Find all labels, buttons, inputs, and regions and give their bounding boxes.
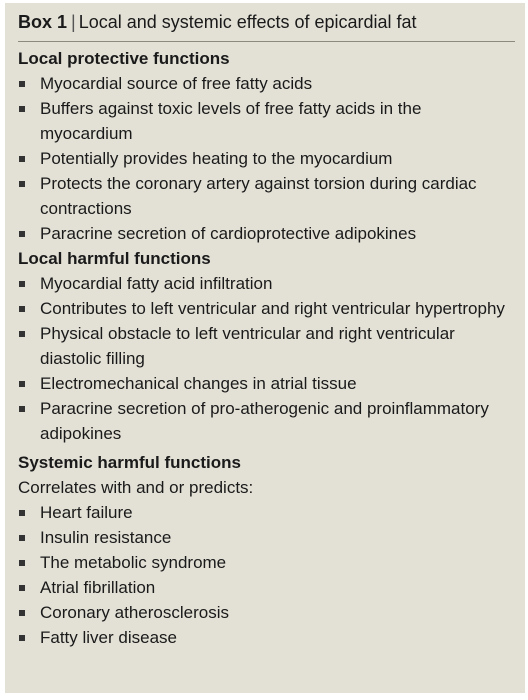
list-item-text: Atrial fibrillation — [40, 578, 156, 597]
list-item — [18, 321, 515, 371]
list-item-text: Paracrine secretion of cardioprotective adipokines — [40, 224, 417, 243]
section-heading: Local protective functions — [18, 49, 230, 68]
square-bullet-icon — [19, 231, 25, 237]
list-item — [18, 600, 515, 625]
list-item — [18, 575, 515, 600]
list-item-text: Heart failure — [40, 503, 133, 522]
section-heading: Local harmful functions — [18, 249, 211, 268]
square-bullet-icon — [19, 610, 25, 616]
list-item — [18, 525, 515, 550]
list-item-text: Paracrine secretion of pro-atherogenic and proinflammatory adipokines — [40, 399, 489, 443]
list-item-text: Physical obstacle to left ventricular and right ventricular diastolic filling — [40, 324, 455, 368]
list-item-text: Myocardial source of free fatty acids — [40, 74, 313, 93]
list-item — [18, 625, 515, 650]
square-bullet-icon — [19, 81, 25, 87]
info-box — [5, 3, 525, 693]
list-item-text: Buffers against toxic levels of free fatty acids in the myocardium — [40, 99, 422, 143]
list-item-text: Contributes to left ventricular and right ventricular hypertrophy — [40, 299, 505, 318]
square-bullet-icon — [19, 535, 25, 541]
title-separator: | — [71, 12, 76, 32]
square-bullet-icon — [19, 560, 25, 566]
bullet-list — [18, 271, 515, 446]
list-item-text: Insulin resistance — [40, 528, 172, 547]
section-systemic-harmful — [18, 450, 515, 650]
list-item — [18, 550, 515, 575]
list-item — [18, 71, 515, 96]
section-intro: Correlates with and or predicts: — [18, 478, 254, 497]
list-item-text: Potentially provides heating to the myocardium — [40, 149, 393, 168]
list-item — [18, 371, 515, 396]
list-item-text: Myocardial fatty acid infiltration — [40, 274, 273, 293]
square-bullet-icon — [19, 306, 25, 312]
square-bullet-icon — [19, 406, 25, 412]
square-bullet-icon — [19, 281, 25, 287]
section-local-harmful — [18, 246, 515, 446]
box-number: Box 1 — [18, 12, 68, 32]
square-bullet-icon — [19, 106, 25, 112]
list-item — [18, 221, 515, 246]
title-divider — [18, 41, 515, 42]
list-item — [18, 271, 515, 296]
square-bullet-icon — [19, 156, 25, 162]
section-heading: Systemic harmful functions — [18, 453, 241, 472]
list-item — [18, 500, 515, 525]
list-item — [18, 171, 515, 221]
section-local-protective — [18, 46, 515, 246]
list-item — [18, 396, 515, 446]
list-item — [18, 296, 515, 321]
bullet-list — [18, 500, 515, 650]
square-bullet-icon — [19, 510, 25, 516]
list-item — [18, 146, 515, 171]
list-item-text: The metabolic syndrome — [40, 553, 227, 572]
list-item-text: Coronary atherosclerosis — [40, 603, 229, 622]
box-title-text: Local and systemic effects of epicardial fat — [78, 12, 417, 32]
list-item-text: Fatty liver disease — [40, 628, 177, 647]
square-bullet-icon — [19, 635, 25, 641]
square-bullet-icon — [19, 331, 25, 337]
list-item-text: Protects the coronary artery against torsion during cardiac contractions — [40, 174, 477, 218]
list-item — [18, 96, 515, 146]
box-title — [18, 9, 515, 37]
square-bullet-icon — [19, 181, 25, 187]
list-item-text: Electromechanical changes in atrial tissue — [40, 374, 357, 393]
square-bullet-icon — [19, 585, 25, 591]
bullet-list — [18, 71, 515, 246]
square-bullet-icon — [19, 381, 25, 387]
